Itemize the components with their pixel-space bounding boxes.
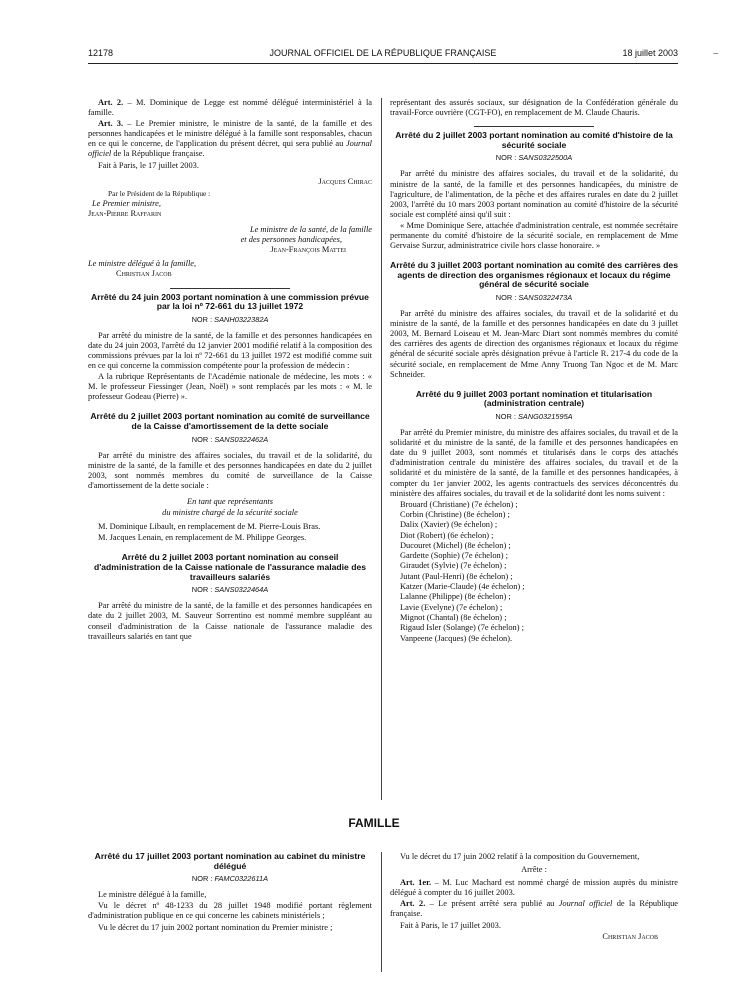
- nor-code: NOR : SANS0322462A: [191, 434, 269, 444]
- paragraph: Par arrêté du Premier ministre, du ministre des affaires sociales, du travail et de la solidarité et du ministre de la santé, de la famille et des personnes handicapées en date du 9 juillet 2003, sont nommés et titularisés dans le corps des attachés d'administration centrale du ministère des affaires sociales, du travail et de la solidarité et du ministère de la santé, de la famille et des personnes handicapées, à compter du 1er janvier 2002, les agents contractuels des services déconcentrés du ministère des affaires sociales, du travail et de la solidarité dont les noms suivent :: [390, 428, 678, 498]
- paragraph: Par arrêté du ministre des affaires sociales, du travail et de la solidarité, du ministre de la santé, de la famille et des personnes handicapées en date du 2 juillet 2003, sont nommés membres du comité de surveillance de la Caisse d'amortissement de la dette sociale :: [88, 450, 372, 490]
- bottom-right-column: [390, 852, 678, 942]
- list-item: Brouard (Christiane) (7e échelon) ;: [400, 499, 518, 509]
- page-header: [88, 48, 678, 62]
- premier-ministre-title: Le Premier ministre,: [92, 198, 161, 208]
- paragraph: « Mme Dominique Sere, attachée d'administration centrale, est nommée secrétaire permanente du comité d'histoire de la sécurité sociale, en remplacement de Mme Gervaise Surzur, administratrice civile hors classe honoraire. »: [390, 220, 678, 251]
- paragraph: Par arrêté du ministre de la santé, de la famille et des personnes handicapées en date du 24 juin 2003, l'arrêté du 12 janvier 2001 modifié relatif à la composition des commissions prévues par la loi nº 72-661 du 13 juillet 1972 est modifié comme suit en ce qui concerne la commission compétente pour la profession de médecin :: [88, 330, 372, 371]
- issue-date: 18 juillet 2003: [622, 48, 678, 58]
- margin-mark: –: [713, 48, 718, 58]
- article-2: Art. 2. – M. Dominique de Legge est nommé délégué interministériel à la famille.: [88, 98, 372, 118]
- right-column: [390, 98, 678, 644]
- paragraph: Par arrêté du ministre de la santé, de la famille et des personnes handicapées en date du 2 juillet 2003, M. Sauveur Sorrentino est nommé membre suppléant au conseil d'administration de la Caisse nationale de l'assurance maladie des travailleurs salariés en tant que: [88, 601, 372, 641]
- list-item: Diot (Robert) (6e échelon) ;: [400, 530, 494, 540]
- section-divider: [170, 288, 290, 289]
- list-item: Mignot (Chantal) (8e échelon) ;: [400, 612, 507, 622]
- arrete-2-juillet-cades-heading: Arrêté du 2 juillet 2003 portant nomination au comité de surveillance de la Caisse d'amortissement de la dette sociale: [90, 411, 370, 432]
- paragraph: représentant des assurés sociaux, sur désignation de la Confédération générale du travail-Force ouvrière (CGT-FO), en remplacement de M. Claude Chauris.: [390, 98, 678, 118]
- list-item: Vanpeene (Jacques) (9e échelon).: [400, 633, 513, 643]
- paragraph: Par arrêté du ministre des affaires sociales, du travail et de la solidarité et du ministre de la santé, de la famille et des personnes handicapées en date du 3 juillet 2003, M. Bernard Loiseau et M. Jean-Marc Diart sont nommés membres du comité des carrières des agents de direction des organismes régionaux et locaux du régime général de sécurité sociale après désignation prévue à l'article R. 217-4 du code de la sécurité sociale, en remplacement de Mme Anny Truong Tan Ngoc et de M. Marc Schneider.: [390, 309, 678, 379]
- paragraph: Vu le décret du 17 juin 2002 relatif à la composition du Gouvernement,: [400, 852, 640, 861]
- nor-code: NOR : SANS0322500A: [495, 153, 573, 163]
- section-title-famille: FAMILLE: [348, 816, 400, 830]
- paragraph: A la rubrique Représentants de l'Académie nationale de médecine, les mots : « M. le professeur Fiessinger (Jean, Noël) » sont remplacés par les mots : « M. le professeur Godeau (Pierre) ».: [88, 372, 372, 402]
- arrete-comite-carrieres-heading: Arrêté du 3 juillet 2003 portant nomination au comité des carrières des agents de direction des organismes régionaux et locaux du régime général de sécurité sociale: [390, 260, 678, 290]
- paragraph: Vu le décret nº 48-1233 du 28 juillet 1948 modifié portant règlement d'administration publique en ce qui concerne les cabinets ministériels ;: [88, 901, 372, 921]
- arrete-24-juin-heading: Arrêté du 24 juin 2003 portant nomination à une commission prévue par la loi nº 72-661 du 13 juillet 1972: [91, 291, 369, 312]
- section-divider: [474, 126, 594, 127]
- article-3: Art. 3. – Le Premier ministre, le ministre de la santé, de la famille et des personnes handicapées et le ministre délégué à la famille sont responsables, chacun en ce qui le concerne, de l'application du présent décret, qui sera publié au Journal officiel de la République française.: [88, 119, 372, 159]
- list-item: Gardette (Sophie) (7e échelon) ;: [400, 551, 508, 561]
- ministre-sante-title-2: et des personnes handicapées,: [240, 235, 342, 245]
- nor-code: NOR : SANH0322382A: [191, 314, 269, 324]
- nor-code: NOR : FAMC0322611A: [191, 874, 269, 884]
- bottom-left-column: [88, 852, 372, 934]
- ministre-delegue-name: Christian Jacob: [116, 269, 172, 279]
- article-1: Art. 1er. – M. Luc Machard est nommé chargé de mission auprès du ministre délégué à compter du 16 juillet 2003.: [390, 878, 678, 898]
- paragraph: Vu le décret du 17 juin 2002 portant nomination du Premier ministre ;: [98, 922, 333, 932]
- ministre-sante-name: Jean-François Mattei: [270, 245, 346, 255]
- fait-a-paris: Fait à Paris, le 17 juillet 2003.: [98, 160, 199, 170]
- arrete-titularisation-heading: Arrêté du 9 juillet 2003 portant nomination et titularisation (administration centrale): [415, 388, 653, 409]
- journal-title: JOURNAL OFFICIEL DE LA RÉPUBLIQUE FRANÇAISE: [269, 48, 497, 58]
- list-item: Corbin (Christine) (8e échelon) ;: [400, 509, 510, 519]
- column-divider-top: [381, 98, 382, 800]
- arrete-comite-histoire-heading: Arrêté du 2 juillet 2003 portant nomination au comité d'histoire de la sécurité sociale: [395, 130, 673, 150]
- nor-code: NOR : SANG0321595A: [495, 411, 573, 421]
- signature-jacob: Christian Jacob: [602, 931, 658, 941]
- header-rule: [88, 63, 678, 64]
- column-divider-bottom: [381, 852, 382, 972]
- ministre-sante-title-1: Le ministre de la santé, de la famille: [249, 225, 372, 235]
- list-item: Ducouret (Michel) (8e échelon) ;: [400, 540, 511, 550]
- arrete-2-juillet-cnamts-heading: Arrêté du 2 juillet 2003 portant nomination au conseil d'administration de la Caisse nationale de l'assurance maladie des travailleurs salariés: [93, 552, 367, 582]
- paragraph: M. Dominique Libault, en remplacement de M. Pierre-Louis Bras.: [98, 522, 321, 532]
- list-item: Jutant (Paul-Henri) (8e échelon) ;: [400, 571, 513, 581]
- list-item: Lavie (Evelyne) (7e échelon) ;: [400, 602, 503, 612]
- paragraph: Par arrêté du ministre des affaires sociales, du travail et de la solidarité, du ministre de la santé, de la famille et des personnes handicapées, du ministre de l'agriculture, de l'alimentation, de la pêche et des affaires rurales en date du 2 juillet 2003, l'arrêté du 10 mars 2003 portant nomination au comité d'histoire de la sécurité sociale est complété ainsi qu'il suit :: [390, 169, 678, 219]
- list-item: Katzer (Marie-Claude) (4e échelon) ;: [400, 582, 525, 592]
- ministre-delegue-title: Le ministre délégué à la famille,: [88, 259, 197, 269]
- list-item: Dalix (Xavier) (9e échelon) ;: [400, 520, 498, 530]
- arrete-cabinet-heading: Arrêté du 17 juillet 2003 portant nomination au cabinet du ministre délégué: [94, 851, 366, 871]
- fait-a-paris: Fait à Paris, le 17 juillet 2003.: [400, 920, 501, 930]
- signature-chirac: Jacques Chirac: [318, 176, 372, 186]
- left-column: [88, 98, 372, 643]
- paragraph: Le ministre délégué à la famille,: [98, 890, 207, 900]
- page-number: 12178: [88, 48, 114, 58]
- representants-line-2: du ministre chargé de la sécurité sociale: [162, 508, 298, 518]
- list-item: Lalanne (Philippe) (8e échelon) ;: [400, 592, 511, 602]
- list-item: Rigaud Isler (Solange) (7e échelon) ;: [400, 623, 524, 633]
- nor-code: NOR : SANS0322473A: [495, 293, 573, 302]
- premier-ministre-name: Jean-Pierre Raffarin: [88, 208, 162, 218]
- article-2: Art. 2. – Le présent arrêté sera publié au Journal officiel de la République française.: [390, 899, 679, 919]
- representants-line-1: En tant que représentants: [187, 497, 273, 507]
- arrete-label: Arrête :: [521, 865, 547, 875]
- paragraph: M. Jacques Lenain, en remplacement de M. Philippe Georges.: [98, 533, 307, 543]
- par-le-president: Par le Président de la République :: [108, 188, 211, 198]
- nor-code: NOR : SANS0322464A: [191, 585, 269, 595]
- names-list: [400, 500, 678, 644]
- list-item: Giraudet (Sylvie) (7e échelon) ;: [400, 561, 507, 571]
